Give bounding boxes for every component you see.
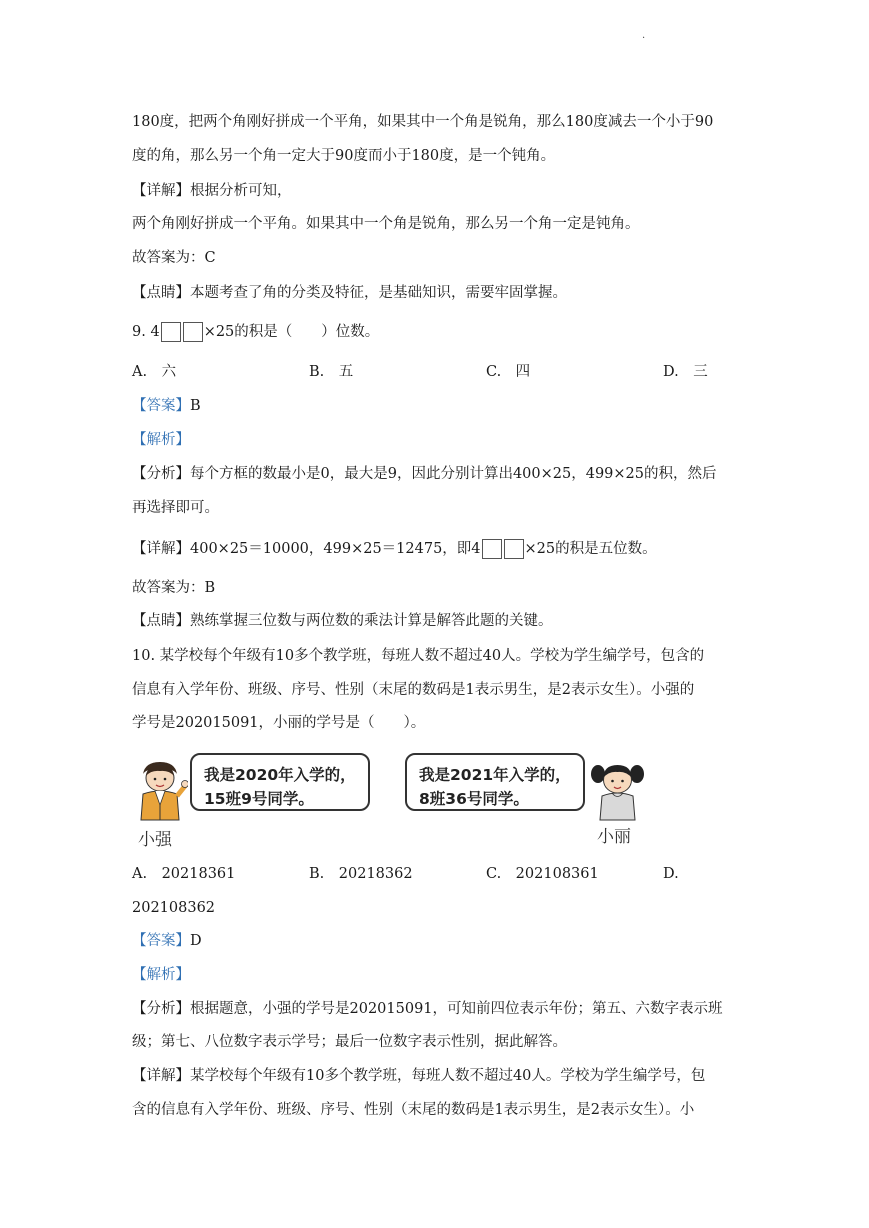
q10-option-c: C. 202108361	[486, 866, 599, 882]
digit-box	[482, 539, 502, 559]
prev-detail	[132, 181, 292, 201]
prev-detail-line2: 两个角刚好拼成一个平角。如果其中一个角是锐角，那么另一个角一定是钝角。	[132, 216, 640, 232]
q10-option-b: B. 20218362	[309, 866, 413, 882]
detail-tag: 【详解】	[132, 1068, 190, 1084]
q10-stem-line2: 信息有入学年份、班级、序号、性别（末尾的数码是1表示男生，是2表示女生）。小强的	[132, 682, 695, 698]
q10-answer	[132, 931, 202, 951]
girl-name-label: 小丽	[597, 827, 631, 847]
q9-answer	[132, 396, 201, 416]
detail-tag: 【详解】	[132, 541, 190, 557]
detail-prefix: 400×25＝10000，499×25＝12475，即4	[190, 541, 481, 557]
q10-stem-line3: 学号是202015091，小丽的学号是（ ）。	[132, 715, 426, 731]
q10-detail	[132, 1066, 705, 1086]
q9-option-d: D. 三	[663, 364, 708, 380]
q10-fenxi	[132, 999, 723, 1019]
comment-tag: 【点睛】	[132, 613, 190, 629]
girl-bubble-line1: 我是2021年入学的，	[419, 766, 571, 784]
fenxi-text: 根据题意，小强的学号是202015091，可知前四位表示年份；第五、六数字表示班	[190, 1001, 723, 1017]
q9-option-a: A. 六	[132, 364, 177, 380]
fenxi-tag: 【分析】	[132, 466, 190, 482]
q9-prefix: 4	[150, 324, 160, 340]
q10-stem-line1: 10. 某学校每个年级有10多个教学班，每班人数不超过40人。学校为学生编学号，包含的	[132, 648, 705, 664]
detail-tag: 【详解】	[132, 183, 190, 199]
girl-bubble-line2: 8班36号同学。	[419, 790, 529, 808]
fenxi-tag: 【分析】	[132, 1001, 190, 1017]
girl-illustration	[590, 760, 645, 822]
q9-final-answer: 故答案为：B	[132, 580, 216, 596]
q9-stem	[132, 322, 379, 342]
q10-detail-line2: 含的信息有入学年份、班级、序号、性别（末尾的数码是1表示男生，是2表示女生）。小	[132, 1102, 695, 1118]
q9-option-b: B. 五	[309, 364, 354, 380]
boy-name-label: 小强	[138, 830, 172, 850]
comment-text: 本题考查了角的分类及特征，是基础知识，需要牢固掌握。	[190, 285, 567, 301]
boy-bubble-line1: 我是2020年入学的，	[204, 766, 356, 784]
fenxi-text: 每个方框的数最小是0，最大是9，因此分别计算出400×25，499×25的积，然后	[190, 466, 717, 482]
q10-analysis-tag: 【解析】	[132, 967, 190, 983]
q10-option-d-cont: 202108362	[132, 900, 216, 916]
q9-detail	[132, 539, 657, 559]
q10-fenxi-line2: 级；第七、八位数字表示学号；最后一位数字表示性别，据此解答。	[132, 1034, 567, 1050]
q9-fenxi-line2: 再选择即可。	[132, 500, 219, 516]
q10-option-a: A. 20218361	[132, 866, 236, 882]
girl-speech-bubble	[405, 753, 585, 811]
q9-comment	[132, 611, 553, 631]
header-dot: .	[642, 30, 646, 41]
answer-tag: 【答案】	[132, 933, 190, 949]
q9-suffix: ×25的积是（ ）位数。	[203, 324, 380, 340]
boy-illustration	[133, 760, 188, 822]
q9-option-c: C. 四	[486, 364, 531, 380]
answer-tag: 【答案】	[132, 398, 190, 414]
prev-comment	[132, 283, 567, 303]
comment-text: 熟练掌握三位数与两位数的乘法计算是解答此题的关键。	[190, 613, 553, 629]
prev-explanation-line2: 度的角，那么另一个角一定大于90度而小于180度，是一个钝角。	[132, 148, 556, 164]
boy-bubble-line2: 15班9号同学。	[204, 790, 314, 808]
prev-explanation-line1: 180度，把两个角刚好拼成一个平角，如果其中一个角是锐角，那么180度减去一个小于90	[132, 114, 714, 130]
detail-text: 某学校每个年级有10多个教学班，每班人数不超过40人。学校为学生编学号，包	[190, 1068, 706, 1084]
boy-speech-bubble	[190, 753, 370, 811]
digit-box	[161, 322, 181, 342]
q9-fenxi	[132, 464, 717, 484]
comment-tag: 【点睛】	[132, 285, 190, 301]
detail-suffix: ×25的积是五位数。	[524, 541, 657, 557]
prev-answer: 故答案为：C	[132, 250, 216, 266]
digit-box	[504, 539, 524, 559]
q9-analysis-tag: 【解析】	[132, 432, 190, 448]
q10-option-d: D.	[663, 866, 679, 882]
answer-value: B	[190, 398, 201, 414]
answer-value: D	[190, 933, 202, 949]
digit-box	[183, 322, 203, 342]
detail-text: 根据分析可知，	[190, 183, 292, 199]
q9-number: 9.	[132, 324, 146, 340]
